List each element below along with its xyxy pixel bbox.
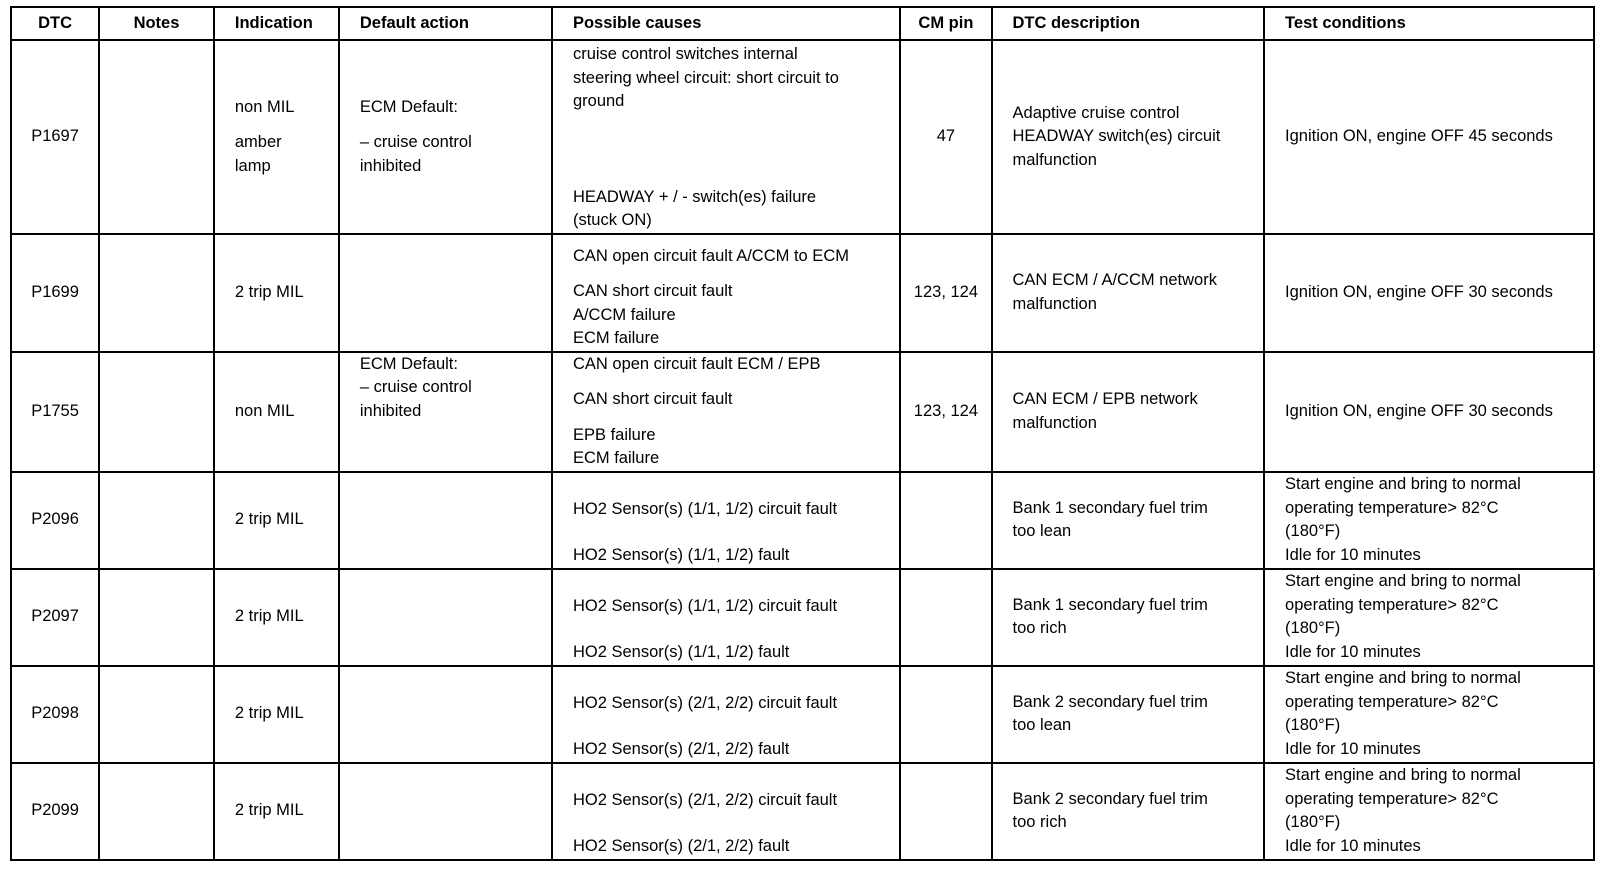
default-action-cell (339, 472, 552, 569)
default-action-line: ECM Default: (359, 354, 458, 373)
cause-line: HO2 Sensor(s) (1/1, 1/2) circuit fault (572, 499, 838, 518)
test-line: Idle for 10 minutes (1285, 739, 1421, 758)
dtc-code: P1697 (11, 40, 99, 234)
indication-line: amber (234, 133, 282, 151)
cause-line: cruise control switches internal (572, 45, 798, 63)
indication-cell: 2 trip MIL (214, 666, 339, 763)
notes-cell (99, 234, 214, 352)
cause-line: steering wheel circuit: short circuit to (572, 68, 839, 87)
default-action-line: – cruise control (359, 133, 472, 151)
test-line: Idle for 10 minutes (1285, 642, 1421, 661)
description-line: malfunction (1012, 413, 1097, 432)
test-line: Idle for 10 minutes (1285, 836, 1421, 855)
cm-pin-cell (900, 666, 991, 763)
test-line: Idle for 10 minutes (1285, 545, 1421, 564)
cm-pin-cell (900, 569, 991, 666)
table-row (11, 569, 1594, 666)
causes-cell (552, 472, 900, 569)
notes-cell (99, 472, 214, 569)
header-indication: Indication (214, 7, 339, 40)
test-line: operating temperature> 82°C (1285, 789, 1499, 808)
description-line: Bank 1 secondary fuel trim (1012, 595, 1208, 614)
description-line: malfunction (1012, 294, 1097, 313)
description-cell (992, 472, 1265, 569)
notes-cell (99, 40, 214, 234)
default-action-cell (339, 352, 552, 472)
cause-line: HO2 Sensor(s) (1/1, 1/2) fault (572, 546, 790, 564)
default-action-cell (339, 569, 552, 666)
default-action-cell (339, 763, 552, 860)
indication-cell: 2 trip MIL (214, 234, 339, 352)
cause-line: HO2 Sensor(s) (2/1, 2/2) fault (572, 740, 790, 758)
dtc-table (10, 6, 1595, 861)
description-line: too rich (1012, 813, 1067, 831)
default-action-cell (339, 666, 552, 763)
cause-line: A/CCM failure (572, 305, 676, 324)
header-row (11, 7, 1594, 40)
description-cell (992, 763, 1265, 860)
test-conditions-cell (1264, 472, 1594, 569)
indication-cell: non MIL (214, 352, 339, 472)
description-cell (992, 569, 1265, 666)
default-action-cell (339, 40, 552, 234)
cm-pin-cell (900, 763, 991, 860)
description-line: Bank 1 secondary fuel trim (1012, 498, 1208, 517)
default-action-line: inhibited (359, 156, 422, 175)
description-line: malfunction (1012, 150, 1097, 169)
test-line: operating temperature> 82°C (1285, 498, 1499, 517)
description-cell (992, 352, 1265, 472)
test-conditions-cell: Ignition ON, engine OFF 30 seconds (1264, 234, 1594, 352)
cause-line: CAN short circuit fault (572, 390, 733, 408)
cm-pin-cell: 123, 124 (900, 234, 991, 352)
cause-line: ECM failure (572, 329, 660, 347)
causes-cell (552, 40, 900, 234)
description-line: CAN ECM / EPB network (1012, 390, 1198, 408)
dtc-code: P2096 (11, 472, 99, 569)
cause-line: CAN open circuit fault A/CCM to ECM (572, 246, 849, 265)
description-line: too lean (1012, 522, 1072, 540)
notes-cell (99, 666, 214, 763)
default-action-line: – cruise control (359, 378, 472, 396)
description-line: Adaptive cruise control (1012, 103, 1180, 122)
description-line: Bank 2 secondary fuel trim (1012, 692, 1208, 711)
header-notes: Notes (99, 7, 214, 40)
description-line: too lean (1012, 716, 1072, 734)
cause-line: CAN short circuit fault (572, 282, 733, 300)
cause-line: ECM failure (572, 449, 660, 467)
dtc-code: P2097 (11, 569, 99, 666)
test-line: (180°F) (1285, 813, 1341, 831)
default-action-cell (339, 234, 552, 352)
table-row (11, 472, 1594, 569)
cause-line: HO2 Sensor(s) (2/1, 2/2) circuit fault (572, 790, 838, 809)
cause-line: EPB failure (572, 425, 656, 444)
dtc-code: P2099 (11, 763, 99, 860)
causes-cell (552, 352, 900, 472)
table-row (11, 763, 1594, 860)
header-dtc-description: DTC description (992, 7, 1265, 40)
causes-cell (552, 763, 900, 860)
notes-cell (99, 763, 214, 860)
header-cm-pin: CM pin (900, 7, 991, 40)
cm-pin-cell: 47 (900, 40, 991, 234)
test-line: Start engine and bring to normal (1285, 766, 1521, 784)
cause-line: ground (572, 92, 625, 110)
cause-line: HO2 Sensor(s) (2/1, 2/2) fault (572, 837, 790, 855)
cm-pin-cell: 123, 124 (900, 352, 991, 472)
causes-cell (552, 569, 900, 666)
cause-line: CAN open circuit fault ECM / EPB (572, 354, 821, 373)
description-line: HEADWAY switch(es) circuit (1012, 127, 1221, 145)
test-line: Start engine and bring to normal (1285, 572, 1521, 590)
header-test-conditions: Test conditions (1264, 7, 1594, 40)
test-line: Start engine and bring to normal (1285, 669, 1521, 687)
test-line: (180°F) (1285, 716, 1341, 734)
cause-line: HO2 Sensor(s) (2/1, 2/2) circuit fault (572, 693, 838, 712)
table-row (11, 234, 1594, 352)
test-conditions-cell: Ignition ON, engine OFF 30 seconds (1264, 352, 1594, 472)
header-dtc: DTC (11, 7, 99, 40)
cause-line: HO2 Sensor(s) (1/1, 1/2) circuit fault (572, 596, 838, 615)
test-line: Start engine and bring to normal (1285, 475, 1521, 493)
header-default-action: Default action (339, 7, 552, 40)
indication-line: lamp (234, 156, 271, 175)
cause-line: (stuck ON) (572, 211, 652, 229)
test-conditions-cell (1264, 666, 1594, 763)
indication-cell (214, 40, 339, 234)
dtc-code: P1755 (11, 352, 99, 472)
test-line: (180°F) (1285, 619, 1341, 637)
test-line: (180°F) (1285, 522, 1341, 540)
description-line: CAN ECM / A/CCM network (1012, 271, 1217, 289)
notes-cell (99, 352, 214, 472)
table-row (11, 352, 1594, 472)
description-cell (992, 234, 1265, 352)
test-line: operating temperature> 82°C (1285, 595, 1499, 614)
description-line: Bank 2 secondary fuel trim (1012, 789, 1208, 808)
description-line: too rich (1012, 619, 1067, 637)
description-cell (992, 40, 1265, 234)
test-conditions-cell (1264, 569, 1594, 666)
default-action-line: inhibited (359, 401, 422, 420)
default-action-line: ECM Default: (359, 97, 458, 116)
test-conditions-cell (1264, 763, 1594, 860)
causes-cell (552, 666, 900, 763)
indication-cell: 2 trip MIL (214, 763, 339, 860)
test-conditions-cell: Ignition ON, engine OFF 45 seconds (1264, 40, 1594, 234)
indication-cell: 2 trip MIL (214, 569, 339, 666)
causes-cell (552, 234, 900, 352)
header-possible-causes: Possible causes (552, 7, 900, 40)
table-row (11, 40, 1594, 234)
cause-line: HEADWAY + / - switch(es) failure (572, 187, 817, 206)
dtc-code: P1699 (11, 234, 99, 352)
cm-pin-cell (900, 472, 991, 569)
description-cell (992, 666, 1265, 763)
indication-cell: 2 trip MIL (214, 472, 339, 569)
cause-line: HO2 Sensor(s) (1/1, 1/2) fault (572, 643, 790, 661)
notes-cell (99, 569, 214, 666)
indication-line: non MIL (234, 97, 295, 116)
test-line: operating temperature> 82°C (1285, 692, 1499, 711)
table-row (11, 666, 1594, 763)
dtc-code: P2098 (11, 666, 99, 763)
